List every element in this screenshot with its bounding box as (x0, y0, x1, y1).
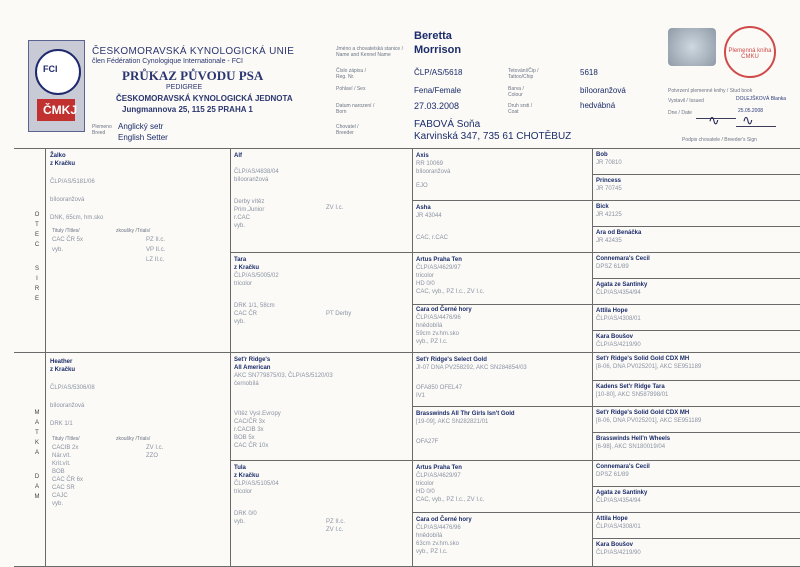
grid-c2-e (412, 460, 592, 461)
org-name: ČESKOMORAVSKÁ KYNOLOGICKÁ UNIE (92, 46, 295, 57)
label-sex: Pohlaví / Sex (336, 86, 366, 92)
gen3-6-name: Brasswinds All Thr Girls Isn't Gold (416, 411, 515, 417)
gen4-11-name: Set'r Ridge's Solid Gold CDX MH (596, 410, 690, 416)
gen3-1-extra: EJO (416, 183, 428, 189)
dam-sire-d1: Vítěz Vysl.Evropy (234, 411, 281, 417)
dam-sire-d4: BOB 5x (234, 435, 255, 441)
grid-c2-c (412, 304, 592, 305)
gen4-9-reg: [8-06, DNA PV025201], AKC SE951189 (596, 364, 702, 370)
gen4-13-reg: DPSZ 61/89 (596, 472, 629, 478)
grid-c3-7 (592, 330, 800, 331)
gen3-2-extra: CAC, r.CAC (416, 235, 449, 241)
dam-dam-name: Tula (234, 465, 246, 471)
dam-sire-reg: AKC SN779875/03, ČLP/AS/5120/03 (234, 373, 333, 379)
sire-dam-d3: vyb. (234, 319, 246, 325)
label-reg: Číslo zápisu / Reg. Nr. (336, 68, 367, 80)
gen4-cell-11 (596, 409, 796, 425)
breed-en: English Setter (118, 133, 168, 142)
sire-sire-e1: ZV I.c. (326, 205, 344, 211)
gen4-cell-9 (596, 355, 796, 371)
gen4-16-name: Kara Boušov (596, 542, 634, 548)
label-tattoo: Tetování/Čip / Tattoo/Chip (508, 68, 539, 80)
gen3-6-reg: [19-09], AKC SN282821/01 (416, 419, 489, 425)
cmkj-logo-text: ČMKJ (43, 103, 78, 117)
sire-sire-cell (234, 152, 408, 230)
grid-c2-a (412, 200, 592, 201)
gen4-1-name: Bob (596, 152, 608, 158)
gen3-8-colour: hnědobílá (416, 533, 443, 539)
gen4-4-name: Ara od Benáčka (596, 230, 642, 236)
signature-scribble-2: ∿ (742, 112, 754, 128)
gen4-10-name: Kadens Set'r Ridge Tara (596, 384, 665, 390)
gen3-7-extra2: CAC, vyb., PZ I.c., ZV I.c. (416, 497, 485, 503)
gen4-7-name: Attila Hope (596, 308, 628, 314)
grid-col3 (592, 148, 593, 566)
dog-name-line2: Morrison (414, 44, 462, 56)
dog-colour: bílooranžová (580, 86, 626, 95)
gen4-cell-14 (596, 489, 796, 505)
gen4-8-reg: ČLP/AS/4219/90 (596, 342, 641, 348)
gen4-15-reg: ČLP/AS/4308/01 (596, 524, 641, 530)
gen3-1-colour: bílooranžová (416, 169, 451, 175)
gen4-cell-16 (596, 541, 796, 557)
gen4-cell-7 (596, 307, 796, 323)
side-a3: A (34, 484, 39, 490)
breed-cz: Anglický setr (118, 122, 164, 131)
dam-title-5: CAC ČR 6x (52, 477, 84, 483)
dog-coat: hedvábná (580, 101, 616, 110)
dam-reg: ČLP/AS/5306/08 (50, 385, 95, 391)
document-subtitle: PEDIGREE (166, 84, 203, 91)
grid-c3-13 (592, 486, 800, 487)
gen3-5-colour: OFA850 OFEL47 (416, 385, 463, 391)
grid-c3-10 (592, 406, 800, 407)
gen4-cell-2 (596, 177, 796, 193)
sire-dnk: DNK, 65cm, hm.sko (50, 215, 104, 221)
sire-dam-d1: DRK 1/1, 58cm (234, 303, 275, 309)
sire-titles-label: Tituly /Titles/ (52, 228, 80, 234)
gen4-15-name: Attila Hope (596, 516, 628, 522)
gen3-4-colour: hnědobílá (416, 323, 443, 329)
gen3-7-colour: tricolor (416, 481, 435, 487)
dam-dam-colour: tricolor (234, 489, 253, 495)
sire-titles: CAC ČR 5x (52, 237, 84, 243)
side-s: S (34, 266, 39, 272)
gen4-13-name: Connemara's Cecil (596, 464, 650, 470)
dam-exam-1: ZV I.c. (146, 445, 164, 451)
grid-c3-3 (592, 226, 800, 227)
grid-c3-14 (592, 512, 800, 513)
gen4-1-reg: JR 70810 (596, 160, 622, 166)
dam-sire-cell (234, 356, 408, 450)
dam-sire-name: Set'r Ridge's (234, 357, 271, 363)
dam-exams-label: zkoušky /Trials/ (116, 436, 151, 442)
label-coat: Druh srsti / Coat (508, 103, 533, 115)
gen3-4-extra2: vyb., PZ I.c. (416, 339, 448, 345)
grid-c3-11 (592, 432, 800, 433)
dog-name-line1: Beretta (414, 30, 452, 42)
sire-exam3: LZ II.c. (146, 257, 165, 263)
gen4-5-name: Connemara's Cecil (596, 256, 650, 262)
gen3-5-name: Set'r Ridge's Select Gold (416, 357, 487, 363)
label-breeder: Chovatel / Breeder (336, 124, 359, 136)
grid-c3-5 (592, 278, 800, 279)
side-t: T (35, 222, 39, 228)
gen4-cell-4 (596, 229, 796, 245)
cmkj-logo (37, 99, 78, 121)
sire-dam-name: Tara (234, 257, 247, 263)
grid-c1-a (230, 252, 412, 253)
sire-sire-d4: vyb. (234, 223, 246, 229)
breed-label-cz: Plemeno (92, 124, 112, 130)
gen4-cell-8 (596, 333, 796, 349)
gen4-14-name: Agata ze Santinky (596, 490, 648, 496)
grid-c1-b (230, 460, 412, 461)
gen3-1-reg: RR 10069 (416, 161, 444, 167)
sire-name: Žalko (50, 153, 66, 159)
dam-title-3: Krit.vít. (52, 461, 71, 467)
gen4-cell-1 (596, 151, 796, 167)
gen4-cell-3 (596, 203, 796, 219)
gen4-12-name: Brasswinds Hell'n Wheels (596, 436, 671, 442)
side-c: C (34, 242, 40, 248)
side-m: M (34, 410, 40, 416)
gen3-3-colour: tricolor (416, 273, 435, 279)
grid-top (14, 148, 800, 149)
label-dob: Datum narození / Born (336, 103, 375, 115)
dog-breeder-address: Karvinská 347, 735 61 CHOTĚBUZ (414, 131, 572, 142)
document-title: PRŮKAZ PŮVODU PSA (122, 68, 264, 83)
issue-date: 25.05.2008 (738, 108, 764, 114)
dam-sire-name2: All American (234, 365, 271, 371)
gen3-3-reg: ČLP/AS/4629/97 (416, 265, 461, 271)
sire-dam-e1: PT Derby (326, 311, 352, 317)
dam-name: Heather (50, 359, 73, 365)
grid-c2-d (412, 406, 592, 407)
gen4-5-reg: DPSZ 61/89 (596, 264, 629, 270)
side-i: I (36, 276, 38, 282)
dog-tattoo: 5618 (580, 68, 598, 77)
grid-c3-4 (592, 252, 800, 253)
side-d: D (34, 474, 40, 480)
gen4-3-reg: JR 42125 (596, 212, 622, 218)
gen3-2-name: Asha (416, 205, 431, 211)
gen4-cell-6 (596, 281, 796, 297)
dam-dam-d2: vyb. (234, 519, 246, 525)
dam-title-1: CACIB 2x (52, 445, 79, 451)
gen4-6-reg: ČLP/AS/4354/94 (596, 290, 641, 296)
dam-dnk: DRK 1/1 (50, 421, 73, 427)
label-breeder-sign: Podpis chovatele / Breeder's Sign (682, 137, 757, 143)
gen3-3-extra: HD 0/0 (416, 281, 435, 287)
dam-dam-cell (234, 464, 408, 526)
fci-logo-text: FCI (43, 64, 58, 74)
breed-label (92, 124, 112, 136)
gen3-8-extra: 63cm zv.hm.sko (416, 541, 459, 547)
sire-other: vyb. (52, 247, 64, 253)
grid-col0 (45, 148, 46, 566)
sire-sire-d2: Prim.Junior (234, 207, 265, 213)
dam-title-4: BOB (52, 469, 65, 475)
dam-dam-reg: ČLP/AS/5105/04 (234, 481, 279, 487)
gen4-cell-12 (596, 435, 796, 451)
sire-sire-name: Alf (234, 153, 242, 159)
gen4-12-reg: [6-98], AKC SN180019/04 (596, 444, 666, 450)
gen3-cell-4 (416, 306, 588, 346)
sire-sire-colour: bílooranžová (234, 177, 269, 183)
dam-dam-e1: PZ II.c. (326, 519, 346, 525)
gen4-8-name: Kara Boušov (596, 334, 634, 340)
dam-title-8: vyb. (52, 501, 64, 507)
gen3-7-reg: ČLP/AS/4629/97 (416, 473, 461, 479)
sire-cell (50, 152, 226, 222)
stamp-text: Plemenná kniha ČMKU (728, 48, 772, 60)
gen3-4-name: Cara od Černé hory (416, 307, 472, 313)
sire-dam-cell (234, 256, 408, 326)
gen3-8-extra2: vyb., PZ I.c. (416, 549, 448, 555)
dam-sire-colour: černobílá (234, 381, 259, 387)
dam-sire-d5: CAC ČR 10x (234, 443, 269, 449)
gen4-6-name: Agata ze Santinky (596, 282, 648, 288)
sire-reg: ČLP/AS/5181/06 (50, 179, 95, 185)
dog-breeder: FABOVÁ Soňa (414, 119, 481, 130)
dam-titles-label: Tituly /Titles/ (52, 436, 80, 442)
gen3-cell-6 (416, 410, 588, 446)
dam-title-6: CAC SR (52, 485, 75, 491)
label-name: Jméno a chovatelská stanice / Name and Kennel Name (336, 46, 403, 58)
gen4-14-reg: ČLP/AS/4354/94 (596, 498, 641, 504)
grid-c3-15 (592, 538, 800, 539)
gen3-2-reg: JR 43044 (416, 213, 442, 219)
label-date: Dne / Date (668, 110, 692, 116)
grid-c2-b (412, 252, 592, 253)
grid-c3-6 (592, 304, 800, 305)
hologram-seal (668, 28, 716, 66)
gen3-5-reg: JI-07 DNA PV258292, AKC SN284854/03 (416, 365, 527, 371)
breed-label-en: Breed (92, 130, 106, 136)
side-a2: A (34, 450, 39, 456)
gen3-1-name: Axis (416, 153, 429, 159)
dam-dam-kennel: z Kračku (234, 473, 260, 479)
dam-dam-d1: DRK 0/0 (234, 511, 257, 517)
dam-sire-d3: r.CACIB 3x (234, 427, 264, 433)
dog-reg: ČLP/AS/5618 (414, 68, 463, 77)
grid-c3-1 (592, 174, 800, 175)
side-e2: E (34, 296, 39, 302)
gen4-cell-10 (596, 383, 796, 399)
grid-col1 (230, 148, 231, 566)
sire-sire-d3: r.CAC (234, 215, 251, 221)
gen4-11-reg: [8-06, DNA PV025201], AKC SE951189 (596, 418, 702, 424)
issuer-name: ČESKOMORAVSKÁ KYNOLOGICKÁ JEDNOTA (116, 94, 293, 103)
sire-exam1: PZ II.c. (146, 237, 166, 243)
sire-sire-d1: Derby vítěz (234, 199, 265, 205)
sire-dam-reg: ČLP/AS/5005/02 (234, 273, 279, 279)
gen3-3-extra2: CAC, vyb., PZ I.c., ZV I.c. (416, 289, 485, 295)
sire-colour: bílooranžová (50, 197, 85, 203)
side-e: E (34, 232, 39, 238)
gen4-cell-13 (596, 463, 796, 479)
dam-colour: bílooranžová (50, 403, 85, 409)
side-o: O (34, 212, 40, 218)
org-subtitle: člen Fédération Cynologique Internationale - FCI (92, 58, 243, 65)
dam-exam-2: ZZO (146, 453, 158, 459)
gen4-9-name: Set'r Ridge's Solid Gold CDX MH (596, 356, 690, 362)
gen3-cell-5 (416, 356, 588, 400)
issuer-address: Jungmannova 25, 115 25 PRAHA 1 (122, 105, 253, 114)
sire-exams-label: zkoušky /Trials/ (116, 228, 151, 234)
dam-title-7: CAJC (52, 493, 68, 499)
fci-logo (28, 40, 85, 132)
grid-c2-f (412, 512, 592, 513)
gen3-7-name: Artus Praha Ten (416, 465, 462, 471)
gen4-3-name: Bick (596, 204, 609, 210)
gen3-4-extra: 59cm zv.hm.sko (416, 331, 459, 337)
gen3-cell-8 (416, 516, 588, 556)
dam-cell (50, 358, 226, 428)
signature-line-2 (736, 126, 776, 127)
gen3-8-reg: ČLP/AS/4476/96 (416, 525, 461, 531)
label-stud-book: Potvrzení plemenné knihy / Stud book (668, 88, 753, 94)
gen4-10-reg: [10-80], AKC SN587898/01 (596, 392, 669, 398)
side-k: K (34, 440, 39, 446)
sire-exam2: VP II.c. (146, 247, 166, 253)
gen3-cell-2 (416, 204, 588, 242)
gen3-cell-7 (416, 464, 588, 504)
dog-dob: 27.03.2008 (414, 101, 460, 111)
sire-dam-colour: tricolor (234, 281, 253, 287)
gen3-cell-3 (416, 256, 588, 296)
gen3-6-colour: OFA27F (416, 439, 439, 445)
grid-mid (14, 352, 800, 353)
gen3-3-name: Artus Praha Ten (416, 257, 462, 263)
stud-book-stamp (724, 26, 776, 78)
gen4-4-reg: JR 42435 (596, 238, 622, 244)
gen4-7-reg: ČLP/AS/4308/01 (596, 316, 641, 322)
grid-c3-2 (592, 200, 800, 201)
gen3-4-reg: ČLP/AS/4476/96 (416, 315, 461, 321)
gen4-cell-5 (596, 255, 796, 271)
dog-sex: Fena/Female (414, 86, 462, 95)
gen4-2-reg: JR 70745 (596, 186, 622, 192)
sire-dam-kennel: z Kračku (234, 265, 260, 271)
side-t2: T (35, 430, 39, 436)
fci-emblem (35, 49, 81, 95)
side-r: R (34, 286, 40, 292)
gen3-5-extra: IV1 (416, 393, 426, 399)
dam-title-2: Nár.vít. (52, 453, 72, 459)
gen3-8-name: Cara od Černé hory (416, 517, 472, 523)
side-m2: M (34, 494, 40, 500)
dam-kennel: z Kračku (50, 367, 76, 373)
sire-sire-reg: ČLP/AS/4838/04 (234, 169, 279, 175)
gen4-2-name: Princess (596, 178, 622, 184)
dam-titles-list (52, 444, 83, 508)
grid-col2 (412, 148, 413, 566)
gen4-16-reg: ČLP/AS/4219/90 (596, 550, 641, 556)
office-name: DOLEJŠKOVÁ Blanka (736, 96, 787, 102)
signature-scribble-1: ∿ (708, 112, 720, 128)
label-colour: Barva / Colour (508, 86, 524, 98)
dam-dam-e2: ZV I.c. (326, 527, 344, 533)
gen3-7-extra: HD 0/0 (416, 489, 435, 495)
label-issued: Vystavil / Issued (668, 98, 704, 104)
gen3-cell-1 (416, 152, 588, 190)
side-a: A (34, 420, 39, 426)
sire-kennel: z Kračku (50, 161, 76, 167)
grid-c3-12 (592, 460, 800, 461)
grid-c3-9 (592, 380, 800, 381)
gen4-cell-15 (596, 515, 796, 531)
dam-sire-d2: CAC/ČR 3x (234, 419, 266, 425)
sire-dam-d2: CAC ČR (234, 311, 258, 317)
